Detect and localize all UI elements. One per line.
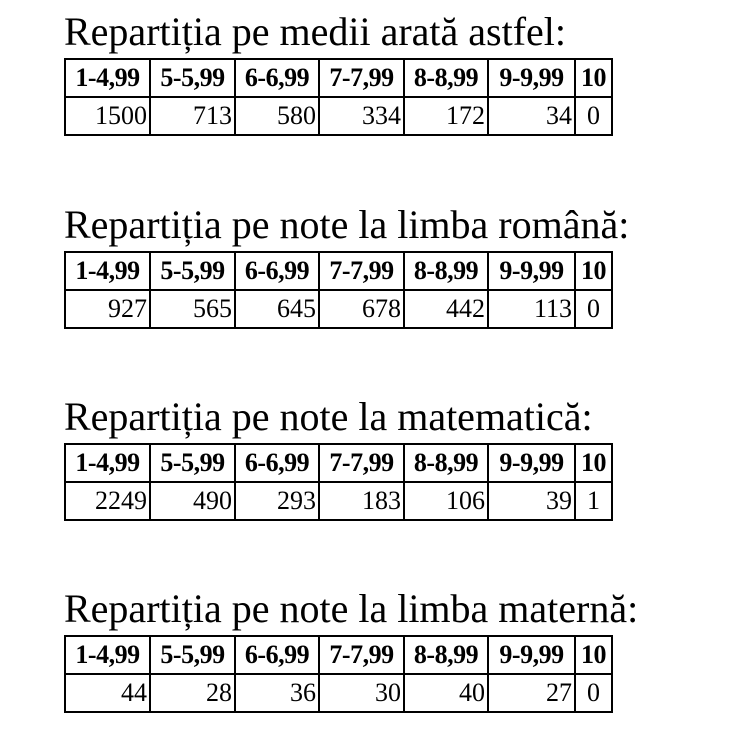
section-title: Repartiția pe note la limba maternă: xyxy=(64,586,639,631)
section-mother-tongue xyxy=(64,586,639,713)
value-cell: 172 xyxy=(404,97,488,135)
value-cell: 0 xyxy=(575,97,612,135)
header-cell: 6-6,99 xyxy=(235,444,319,482)
header-cell: 8-8,99 xyxy=(404,252,488,290)
value-cell: 442 xyxy=(404,290,488,328)
header-row xyxy=(65,636,612,674)
header-cell: 1-4,99 xyxy=(65,252,150,290)
value-cell: 183 xyxy=(319,482,404,520)
header-cell: 10 xyxy=(575,636,612,674)
header-cell: 10 xyxy=(575,444,612,482)
header-cell: 9-9,99 xyxy=(488,444,575,482)
value-row xyxy=(65,97,612,135)
distribution-table xyxy=(64,251,613,329)
header-cell: 1-4,99 xyxy=(65,636,150,674)
header-cell: 10 xyxy=(575,252,612,290)
value-cell: 36 xyxy=(235,674,319,712)
header-cell: 9-9,99 xyxy=(488,59,575,97)
value-cell: 106 xyxy=(404,482,488,520)
header-cell: 9-9,99 xyxy=(488,636,575,674)
value-cell: 1 xyxy=(575,482,612,520)
header-cell: 7-7,99 xyxy=(319,636,404,674)
value-cell: 580 xyxy=(235,97,319,135)
value-row xyxy=(65,674,612,712)
value-cell: 565 xyxy=(150,290,235,328)
header-cell: 5-5,99 xyxy=(150,252,235,290)
value-cell: 39 xyxy=(488,482,575,520)
header-cell: 8-8,99 xyxy=(404,444,488,482)
header-row xyxy=(65,252,612,290)
value-cell: 0 xyxy=(575,674,612,712)
value-cell: 44 xyxy=(65,674,150,712)
header-cell: 7-7,99 xyxy=(319,444,404,482)
section-title: Repartiția pe note la matematică: xyxy=(64,394,593,439)
header-cell: 6-6,99 xyxy=(235,636,319,674)
value-cell: 2249 xyxy=(65,482,150,520)
header-row xyxy=(65,444,612,482)
value-row xyxy=(65,482,612,520)
value-cell: 490 xyxy=(150,482,235,520)
section-title: Repartiția pe medii arată astfel: xyxy=(64,9,566,54)
header-cell: 5-5,99 xyxy=(150,636,235,674)
header-cell: 8-8,99 xyxy=(404,59,488,97)
value-cell: 293 xyxy=(235,482,319,520)
section-title: Repartiția pe note la limba română: xyxy=(64,202,630,247)
section-averages xyxy=(64,9,613,136)
header-cell: 7-7,99 xyxy=(319,252,404,290)
value-cell: 334 xyxy=(319,97,404,135)
value-cell: 113 xyxy=(488,290,575,328)
header-cell: 5-5,99 xyxy=(150,59,235,97)
section-mathematics xyxy=(64,394,613,521)
header-cell: 7-7,99 xyxy=(319,59,404,97)
value-cell: 713 xyxy=(150,97,235,135)
value-cell: 0 xyxy=(575,290,612,328)
header-cell: 5-5,99 xyxy=(150,444,235,482)
distribution-table xyxy=(64,58,613,136)
header-cell: 8-8,99 xyxy=(404,636,488,674)
header-cell: 6-6,99 xyxy=(235,59,319,97)
header-cell: 10 xyxy=(575,59,612,97)
value-cell: 40 xyxy=(404,674,488,712)
header-cell: 1-4,99 xyxy=(65,444,150,482)
distribution-table xyxy=(64,635,613,713)
value-cell: 678 xyxy=(319,290,404,328)
header-cell: 1-4,99 xyxy=(65,59,150,97)
value-cell: 645 xyxy=(235,290,319,328)
value-cell: 927 xyxy=(65,290,150,328)
value-cell: 1500 xyxy=(65,97,150,135)
value-cell: 28 xyxy=(150,674,235,712)
header-cell: 9-9,99 xyxy=(488,252,575,290)
value-cell: 34 xyxy=(488,97,575,135)
header-cell: 6-6,99 xyxy=(235,252,319,290)
distribution-table xyxy=(64,443,613,521)
value-row xyxy=(65,290,612,328)
header-row xyxy=(65,59,612,97)
value-cell: 30 xyxy=(319,674,404,712)
section-romanian xyxy=(64,202,630,329)
value-cell: 27 xyxy=(488,674,575,712)
